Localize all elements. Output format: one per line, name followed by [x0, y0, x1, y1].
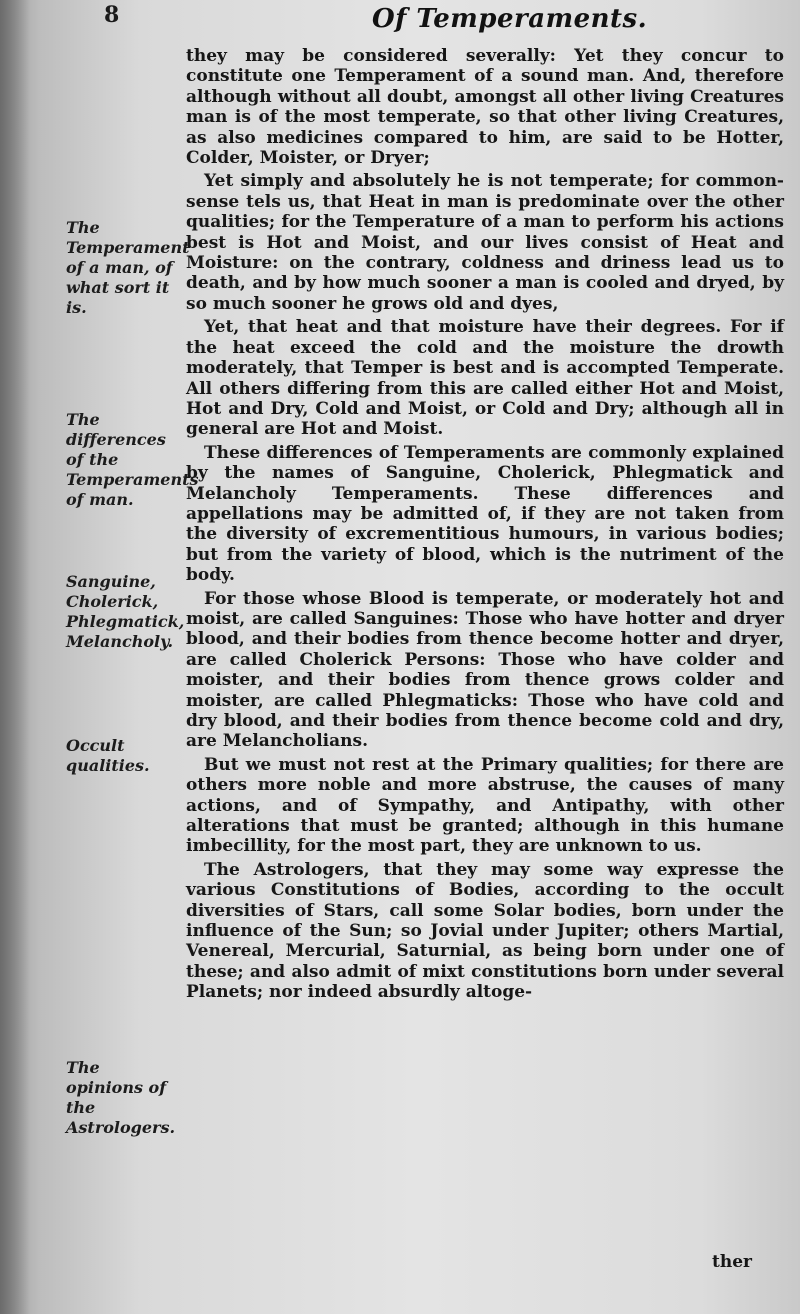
marginal-note: Occult qualities.	[66, 736, 150, 775]
body-text	[186, 46, 784, 1006]
paragraph: These differences of Temperaments are commonly explained by the names of Sanguine, Cholerick, Phlegmatick and Melancholy Temperaments. These differences and appellations may be admitted of, if they are not taken from the diversity of excrementitious humours, in various bodies; but from the variety of blood, which is the nutriment of the body.	[186, 442, 784, 586]
paragraph: they may be considered severally: Yet they concur to constitute one Temperament of a sound man. And, therefore although without all doubt, amongst all other living Creatures man is of the most temperate, so that other living Creatures, as also medicines compared to him, are said to be Hotter, Colder, Moister, or Dryer;	[186, 46, 784, 169]
paragraph: But we must not rest at the Primary qualities; for there are others more noble and more abstruse, the causes of many actions, and of Sympathy, and Antipathy, with other alterations that must be granted; although in this humane imbecillity, for the most part, they are unknown to us.	[186, 754, 784, 857]
marginal-note: Sanguine, Cholerick, Phlegmatick, Melancholy.	[66, 572, 185, 651]
marginal-note: The opinions of the Astrologers.	[66, 1058, 176, 1137]
page-number: 8	[104, 2, 120, 28]
marginal-note: The Temperament of a man, of what sort it is.	[66, 218, 190, 317]
catchword: ther	[712, 1252, 752, 1272]
paragraph: Yet, that heat and that moisture have their degrees. For if the heat exceed the cold and the moisture the drowth moderately, that Temper is best and is accompted Temperate. All others differing from this are called either Hot and Moist, Hot and Dry, Cold and Moist, or Cold and Dry; although all in general are Hot and Moist.	[186, 317, 784, 440]
running-title: Of Temperaments.	[372, 4, 648, 34]
paragraph: Yet simply and absolutely he is not temperate; for common-sense tels us, that Heat in man is predominate over the other qualities; for the Temperature of a man to perform his actions best is Hot and Moist, and our lives consist of Heat and Moisture: on the contrary, coldness and driness lead us to death, and by how much sooner a man is cooled and dryed, by so much sooner he grows old and dyes,	[186, 171, 784, 314]
marginal-note: The differences of the Temperaments of man.	[66, 410, 199, 509]
paragraph: For those whose Blood is temperate, or moderately hot and moist, are called Sanguines: Those who have hotter and dryer blood, and their bodies from thence become hotter and dryer, are called Cholerick Persons: Those who have colder and moister, and their bodies from thence grows colder and moister, are called Phlegmaticks: Those who have cold and dry blood, and their bodies from thence become cold and dry, are Melancholians.	[186, 588, 784, 752]
spine-shadow	[0, 0, 30, 1314]
paragraph: The Astrologers, that they may some way expresse the various Constitutions of Bodies, according to the occult diversities of Stars, call some Solar bodies, born under the influence of the Sun; so Jovial under Jupiter; others Martial, Venereal, Mercurial, Saturnial, as being born under one of these; and also admit of mixt constitutions born under several Planets; nor indeed absurdly altoge-	[186, 859, 784, 1003]
